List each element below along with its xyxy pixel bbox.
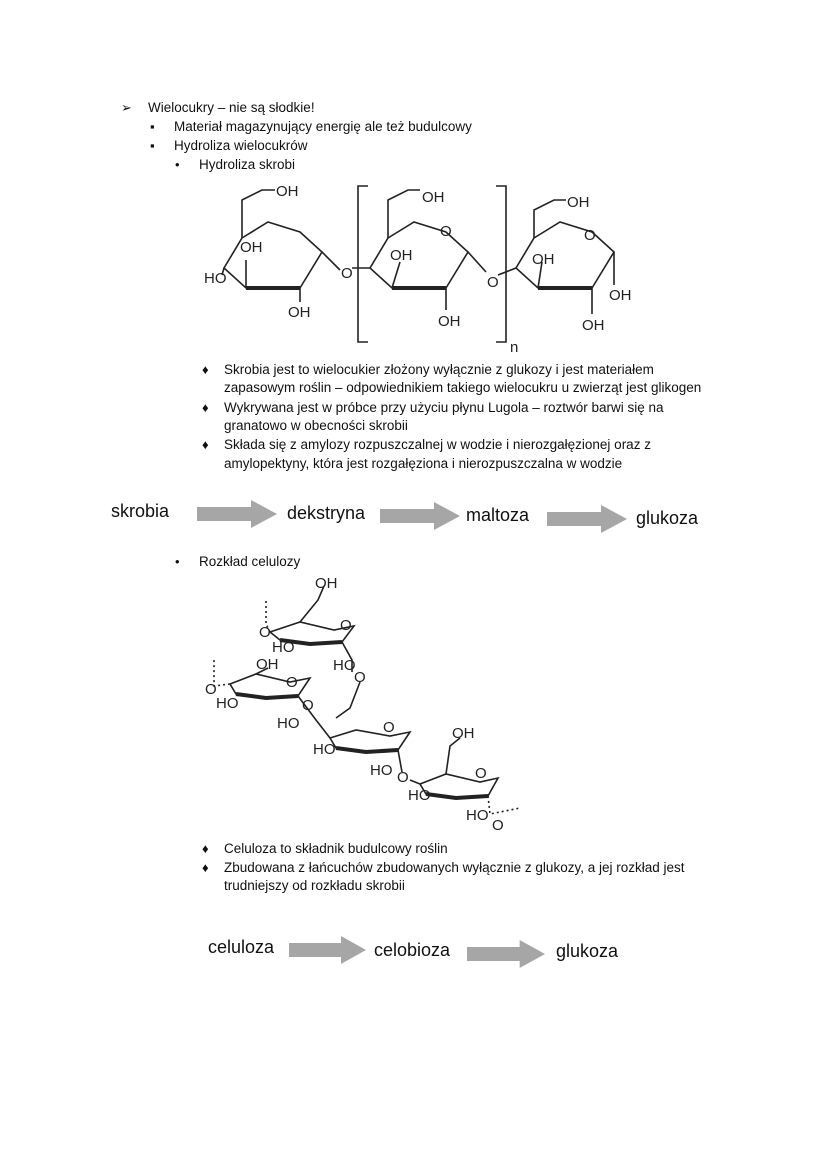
fact-line: Zbudowana z łańcuchów zbudowanych wyłącznie z glukozy, a jej rozkład jest bbox=[224, 860, 685, 875]
o-label: O bbox=[584, 227, 596, 244]
o-label: O bbox=[475, 765, 487, 782]
ho-label: HO bbox=[408, 787, 431, 804]
oh-label: OH bbox=[438, 313, 461, 330]
flow-step-maltoza: maltoza bbox=[466, 505, 530, 525]
ho-label: HO bbox=[370, 762, 393, 779]
ho-label: HO bbox=[466, 807, 489, 824]
flow-step-glukoza: glukoza bbox=[556, 941, 619, 961]
diamond-bullet-icon: ♦ bbox=[202, 841, 209, 856]
oh-label: OH bbox=[452, 725, 475, 742]
dot-bullet-icon: • bbox=[175, 554, 180, 569]
fact-line: Celuloza to składnik budulcowy roślin bbox=[224, 841, 448, 856]
diamond-bullet-icon: ♦ bbox=[202, 437, 209, 452]
right-arrow-icon bbox=[547, 505, 627, 533]
oh-label: OH bbox=[315, 575, 338, 592]
square-bullet-icon: ▪ bbox=[150, 138, 155, 153]
flow-step-skrobia: skrobia bbox=[111, 501, 170, 521]
dot-bullet-icon: • bbox=[175, 157, 180, 172]
cellulose-structure-diagram bbox=[0, 560, 828, 840]
flow-step-glukoza: glukoza bbox=[636, 508, 699, 528]
o-label: O bbox=[354, 669, 366, 686]
flow-step-dekstryna: dekstryna bbox=[287, 503, 366, 523]
oh-label: OH bbox=[256, 656, 279, 673]
fact-line: zapasowym roślin – odpowiednikiem takiego wielocukru u zwierząt jest glikogen bbox=[224, 380, 702, 395]
arrow-bullet-icon: ➢ bbox=[121, 100, 132, 115]
flow-step-celobioza: celobioza bbox=[374, 940, 451, 960]
diamond-bullet-icon: ♦ bbox=[202, 860, 209, 875]
oh-label: OH bbox=[567, 194, 590, 211]
square-bullet-icon: ▪ bbox=[150, 119, 155, 134]
oh-label: OH bbox=[422, 189, 445, 206]
starch-structure-diagram bbox=[0, 0, 828, 360]
subsection-title: Rozkład celulozy bbox=[199, 554, 301, 569]
section-heading: Wielocukry – nie są słodkie! bbox=[148, 100, 315, 115]
o-label: O bbox=[259, 624, 271, 641]
diamond-bullet-icon: ♦ bbox=[202, 362, 209, 377]
o-label: O bbox=[286, 674, 298, 691]
o-label: O bbox=[302, 697, 314, 714]
o-label: O bbox=[341, 265, 353, 282]
o-label: O bbox=[397, 769, 409, 786]
fact-line: Skrobia jest to wielocukier złożony wyłącznie z glukozy i jest materiałem bbox=[224, 362, 654, 377]
ho-label: HO bbox=[204, 270, 227, 287]
ho-label: HO bbox=[333, 657, 356, 674]
o-label: O bbox=[440, 223, 452, 240]
right-arrow-icon bbox=[289, 936, 366, 964]
oh-label: OH bbox=[532, 251, 555, 268]
ho-label: HO bbox=[277, 715, 300, 732]
oh-label: OH bbox=[390, 247, 413, 264]
oh-label: OH bbox=[240, 239, 263, 256]
subsection-title: Hydroliza skrobi bbox=[199, 157, 296, 172]
list-item: Materiał magazynujący energię ale też budulcowy bbox=[174, 119, 472, 134]
o-label: O bbox=[205, 681, 217, 698]
n-subscript-label: n bbox=[510, 339, 519, 356]
fact-line: Składa się z amylozy rozpuszczalnej w wodzie i nierozgałęzionej oraz z bbox=[224, 437, 651, 452]
ho-label: HO bbox=[216, 695, 239, 712]
ho-label: HO bbox=[272, 639, 295, 656]
diamond-bullet-icon: ♦ bbox=[202, 400, 209, 415]
o-label: O bbox=[340, 617, 352, 634]
oh-label: OH bbox=[276, 183, 299, 200]
right-arrow-icon bbox=[380, 502, 460, 530]
right-arrow-icon bbox=[197, 500, 277, 528]
fact-line: amylopektyny, która jest rozgałęziona i nierozpuszczalna w wodzie bbox=[224, 456, 623, 471]
oh-label: OH bbox=[288, 304, 311, 321]
oh-label: OH bbox=[582, 317, 605, 334]
o-label: O bbox=[383, 719, 395, 736]
oh-label: OH bbox=[609, 287, 632, 304]
ho-label: HO bbox=[313, 741, 336, 758]
o-label: O bbox=[492, 817, 504, 834]
o-label: O bbox=[487, 274, 499, 291]
list-item: Hydroliza wielocukrów bbox=[174, 138, 308, 153]
fact-line: Wykrywana jest w próbce przy użyciu płynu Lugola – roztwór barwi się na bbox=[224, 400, 664, 415]
right-arrow-icon bbox=[467, 940, 545, 968]
flow-step-celuloza: celuloza bbox=[208, 937, 275, 957]
fact-line: trudniejszy od rozkładu skrobii bbox=[224, 878, 405, 893]
fact-line: granatowo w obecności skrobii bbox=[224, 418, 408, 433]
